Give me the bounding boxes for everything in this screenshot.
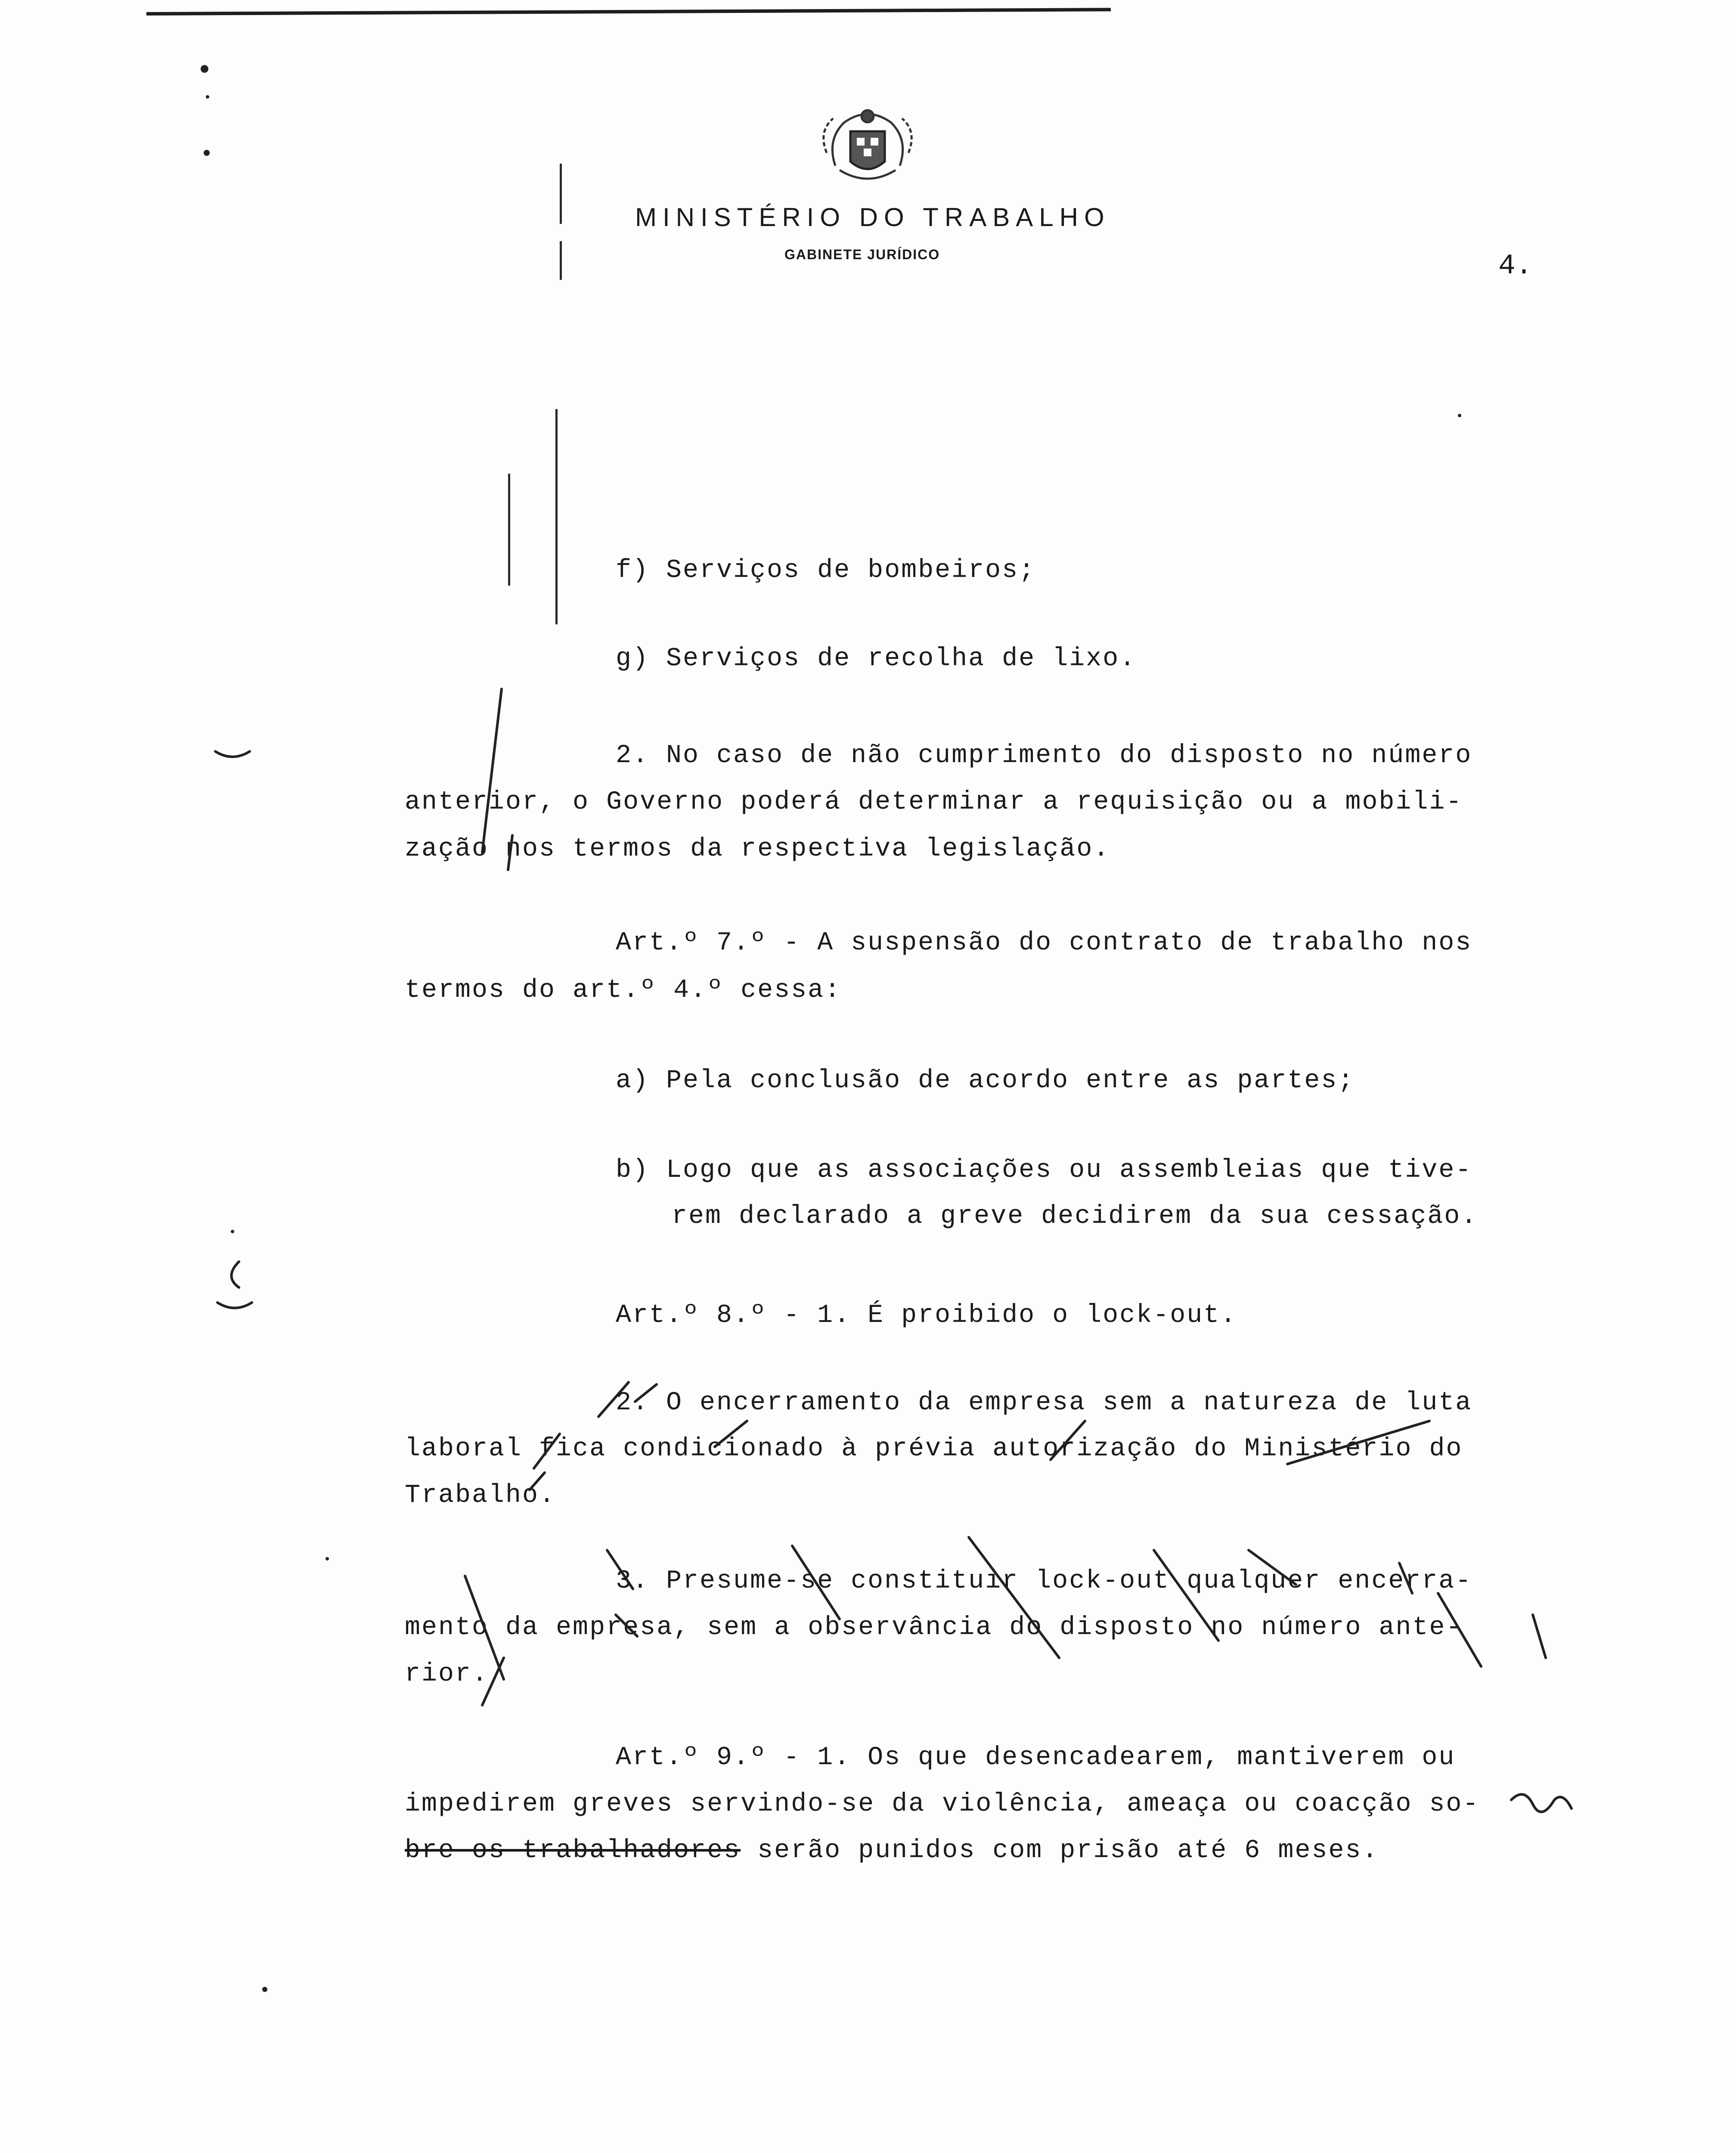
article-8-paragraph-2: Trabalho. [405,1481,556,1510]
article-8-paragraph-3: rior. [405,1660,489,1689]
margin-mark [560,241,562,280]
article-8-paragraph-3: mento da empresa, sem a observância do disposto no número ante- [405,1613,1463,1642]
article-7-heading: Art.º 7.º - A suspensão do contrato de trabalho nos [616,928,1472,958]
margin-mark [560,164,562,224]
top-scan-rule [146,8,1111,16]
article-9-line: impedirem greves servindo-se da violência, ameaça ou coacção so- [405,1790,1480,1819]
paragraph-2-line: anterior, o Governo poderá determinar a requisição ou a mobili- [405,788,1463,817]
article-7-item-a: a) Pela conclusão de acordo entre as partes; [616,1066,1355,1095]
article-7-line: termos do art.º 4.º cessa: [405,976,842,1005]
office-subtitle: GABINETE JURÍDICO [784,247,940,262]
article-9-line-rest: serão punidos com prisão até 6 meses. [741,1836,1379,1865]
page-number: 4. [1498,250,1533,282]
article-8-paragraph-2: laboral fica condicionado à prévia autorização do Ministério do [405,1434,1463,1464]
list-item-f: f) Serviços de bombeiros; [616,556,1036,585]
article-7-item-b: b) Logo que as associações ou assembleias que tive- [616,1156,1472,1185]
ministry-title: MINISTÉRIO DO TRABALHO [635,203,1110,232]
article-8-paragraph-2: 2. O encerramento da empresa sem a natureza de luta [616,1388,1472,1418]
paragraph-2-line: 2. No caso de não cumprimento do disposto no número [616,741,1472,770]
margin-mark [508,474,510,586]
margin-mark [555,409,558,624]
article-7-item-b: rem declarado a greve decidirem da sua cessação. [672,1202,1478,1231]
coat-of-arms-emblem [809,101,926,192]
paragraph-2-line: zação nos termos da respectiva legislação. [405,835,1110,864]
list-item-g: g) Serviços de recolha de lixo. [616,644,1137,673]
article-9-line [405,1838,1379,1864]
article-8-heading: Art.º 8.º - 1. É proibido o lock-out. [616,1301,1237,1330]
article-9-heading: Art.º 9.º - 1. Os que desencadearem, mantiverem ou [616,1743,1456,1772]
article-8-paragraph-3: 3. Presume-se constituir lock-out qualquer encerra- [616,1567,1472,1596]
struck-out-text: bre os trabalhadores [405,1836,741,1865]
